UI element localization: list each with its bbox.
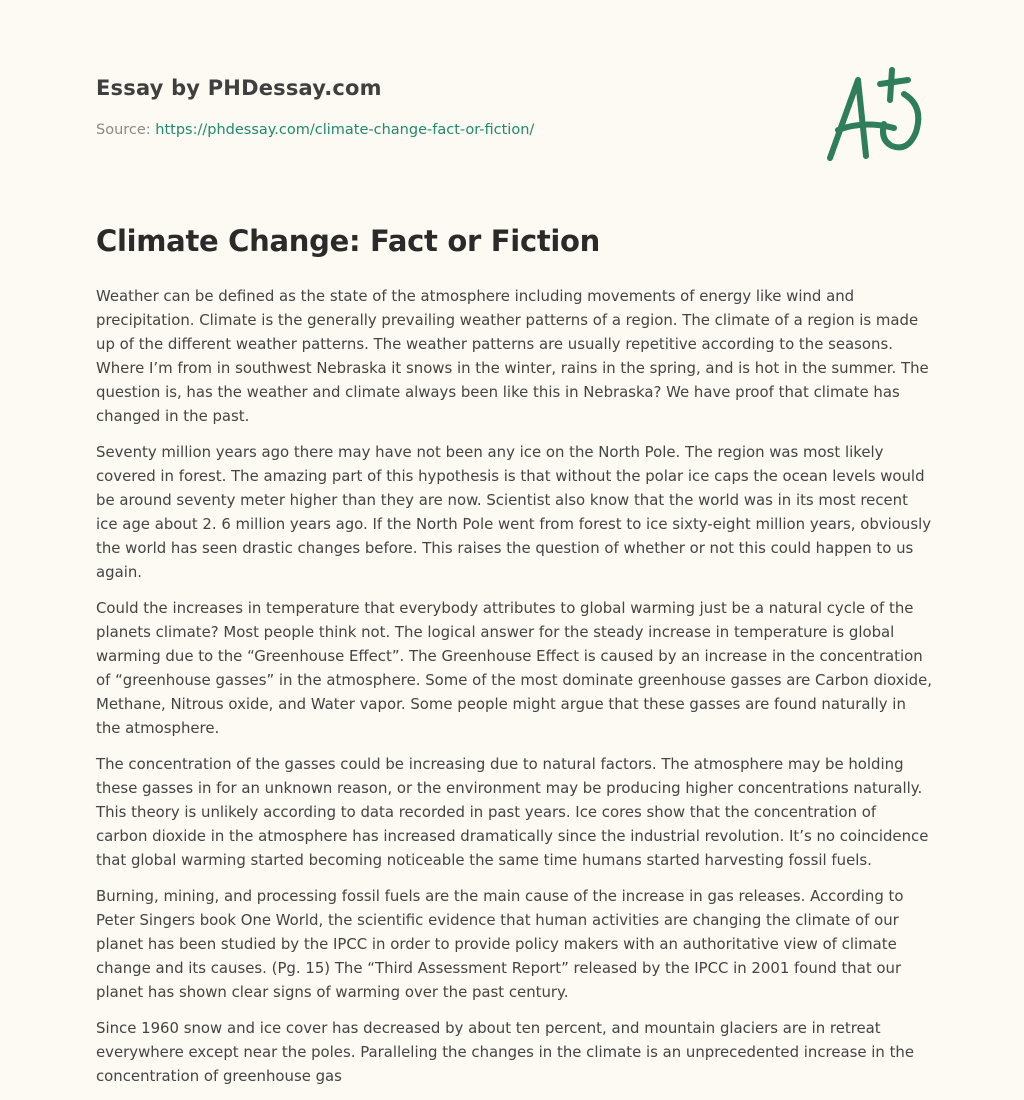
- a-plus-logo-icon: [824, 66, 928, 166]
- page-header: [96, 76, 796, 138]
- essay-paragraph: Burning, mining, and processing fossil fuels are the main cause of the increase in gas releases. According to Peter Singers book One World, the scientific evidence that human activities are changing the climate of our planet has been studied by the IPCC in order to provide policy makers with an authoritative view of climate change and its causes. (Pg. 15) The “Third Assessment Report” released by the IPCC in 2001 found that our planet has shown clear signs of warming over the past century.: [96, 887, 904, 1001]
- source-line: [96, 122, 796, 138]
- essay-paragraph: Weather can be defined as the state of the atmosphere including movements of energy like wind and precipitation. Climate is the generally prevailing weather patterns of a region. The climate of a region is made up of the different weather patterns. The weather patterns are usually repetitive according to the seasons. Where I’m from in southwest Nebraska it snows in the winter, rains in the spring, and is hot in the summer. The question is, has the weather and climate always been like this in Nebraska? We have proof that climate has changed in the past.: [96, 287, 929, 425]
- essay-body: [96, 284, 932, 1100]
- essay-title: Climate Change: Fact or Fiction: [96, 224, 601, 258]
- source-label: Source:: [96, 122, 151, 138]
- essay-paragraph: Could the increases in temperature that everybody attributes to global warming just be a natural cycle of the planets climate? Most people think not. The logical answer for the steady increase in temperature is global warming due to the “Greenhouse Effect”. The Greenhouse Effect is caused by an increase in the concentration of “greenhouse gasses” in the atmosphere. Some of the most dominate greenhouse gasses are Carbon dioxide, Methane, Nitrous oxide, and Water vapor. Some people might argue that these gasses are found naturally in the atmosphere.: [96, 599, 932, 737]
- site-brand: Essay by PHDessay.com: [96, 76, 382, 100]
- essay-paragraph: Since 1960 snow and ice cover has decreased by about ten percent, and mountain glaciers are in retreat everywhere except near the poles. Paralleling the changes in the climate is an unprecedented increase in the concentration of greenhouse gas: [96, 1019, 915, 1085]
- source-link[interactable]: https://phdessay.com/climate-change-fact-or-fiction/: [155, 122, 535, 138]
- essay-paragraph: Seventy million years ago there may have not been any ice on the North Pole. The region was most likely covered in forest. The amazing part of this hypothesis is that without the polar ice caps the ocean levels would be around seventy meter higher than they are now. Scientist also know that the world was in its most recent ice age about 2. 6 million years ago. If the North Pole went from forest to ice sixty-eight million years, obviously the world has seen drastic changes before. This raises the question of whether or not this could happen to us again.: [96, 443, 932, 581]
- essay-paragraph: The concentration of the gasses could be increasing due to natural factors. The atmosphere may be holding these gasses in for an unknown reason, or the environment may be producing higher concentrations naturally. This theory is unlikely according to data recorded in past years. Ice cores show that the concentration of carbon dioxide in the atmosphere has increased dramatically since the industrial revolution. It’s no coincidence that global warming started becoming noticeable the same time humans started harvesting fossil fuels.: [96, 755, 929, 869]
